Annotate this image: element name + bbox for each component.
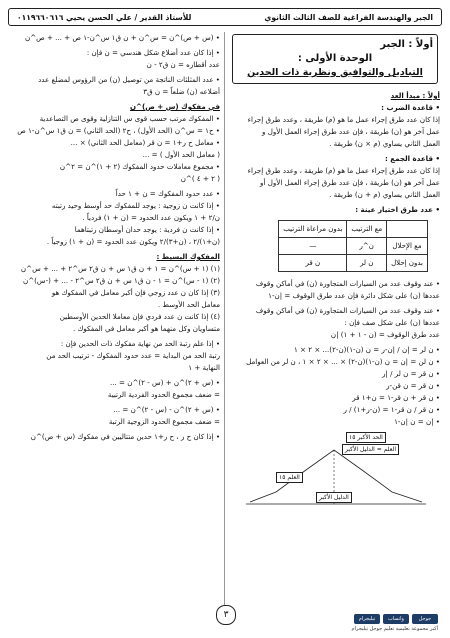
formula-line: • ح١ = س^ن (الحد الأول) ، ح٢ (الحد الثاني) = ن ق١ س^ن-١ ص [17, 126, 220, 135]
section-heading: أولاً : مبدأ العد [390, 91, 440, 100]
table-header: بدون مراعاة الترتيب [279, 221, 347, 238]
binomial-graph [236, 432, 434, 512]
formula-line: ( معامل الحد الأول ) = ... [142, 150, 220, 159]
formula-line: • (س + ٢)^ن + (س - ٢)^ن = ... [110, 378, 220, 387]
section-heading: في مفكوك (س + ص)^ن [129, 102, 220, 111]
formula-line: • |ن = ن |ن-١ [394, 417, 440, 426]
formula-line: (ن+١)/٢ ، (ن+٣)/٢ ويكون عدد الحدود = (ن + ١) زوجياً . [46, 237, 220, 246]
header-teacher: للأستاذ القدير / علي الحسن يحيي ٠١١٩٦٦٠٦١٦ [17, 12, 192, 22]
formula-line: (١) (١ + س)^ن = ١ + ن ق١ س + ن ق٢ س^٢ + ... + س^ن [20, 264, 220, 273]
right-column [228, 32, 442, 616]
formula-line: • معامل ح ر+١ = ن قر (معامل الحد الثاني) × ... [70, 138, 220, 147]
text-line: (٤) إذا كانت ن عدد فردي فإن معاملا الحدين الأوسطين [59, 312, 220, 321]
formula-line: (٢) (١ - س)^ن = ١ - ن ق١ س + ن ق٢ س^٢ - ... + (-س)^ن [22, 276, 220, 285]
text-line: • إذا علم رتبة الحد من نهاية مفكوك ذات الحدين فإن : [60, 339, 220, 348]
footer-badge[interactable]: جوجل [412, 614, 438, 624]
rule-heading: • عدد طرق اختيار عينة : [355, 205, 440, 214]
text-line: النهاية + ١ [188, 363, 220, 372]
text-line: • إذا كان ح ر ، ح ر+١ حدين متتاليين في مفكوك (س + ص)^ن [30, 432, 220, 441]
section-heading: المفكوك البسيط : [156, 252, 220, 261]
graph-label: العلم ١٥ [276, 472, 303, 483]
table-cell: ن قر [279, 255, 347, 272]
text-line: عددها (ن) على شكل صف فإن : [344, 318, 440, 327]
text-line: العمل الثاني يساوي (م × ن) طريقة . [329, 139, 440, 148]
text-line: عمل آخر هو (ن) طريقة ، فإن عدد طرق إجراء العمل الأول أو [260, 178, 440, 187]
text-line: = ضعف مجموع الحدود الفردية الرتبية [107, 390, 220, 399]
page-number: ٣ [216, 605, 236, 625]
footer-note: أكبر مجموعة تعليمية تعليم جوجل تيليجرام [351, 626, 438, 632]
footer-badges [354, 614, 438, 624]
formula-line: أضلاعه (ن) ضلعاً = ن ق٣ [143, 87, 220, 96]
formula-line: • ن قر = ن قن-ر [386, 381, 440, 390]
formula-line: • مجموع معاملات حدود المفكوك (٢ + ١)^ن = ٢^ن [59, 162, 220, 171]
text-line: • إذا كانت ن زوجية : يوجد للمفكوك حد أوسط وحيد رتبته [51, 201, 220, 210]
header-subject: الجبر والهندسة الفراغية للصف الثالث الثانوي [264, 12, 433, 22]
text-line: • عدد حدود المفكوك = ن + ١ حداً [115, 189, 220, 198]
text-line: متساويان وكل منهما هو أكبر معامل في المفكوك . [72, 324, 220, 333]
page-header [8, 8, 442, 26]
text-line: • عند وقوف عدد من السيارات المتجاورة (ن) في أماكن وقوف [255, 279, 440, 288]
graph-label: الحد الأكبر ١٥ [346, 432, 386, 443]
unit-title-box [232, 34, 438, 84]
formula-line: • ن لن = |ن = ن (ن-١)(ن-٢) × ... × ٢ × ١ ، ن لر من العوامل [246, 357, 440, 366]
table-cell: بدون إحلال [387, 255, 428, 272]
text-line: إذا كان عدد طرق إجراء عمل ما هو (م) طريقة ، وعدد طرق إجراء [247, 115, 440, 124]
text-line: عمل آخر هو (ن) طريقة ، فإن عدد طرق إجراء العمل الأول و [262, 127, 440, 136]
unit-title: الوحدة الأولى : [297, 53, 373, 64]
rule-heading: • قاعدة الجمع : [384, 154, 440, 163]
table-cell [387, 221, 428, 238]
text-line: • عدد المثلثات الناتجة من توصيل (ن) من الرؤوس لمضلع عدد [38, 75, 220, 84]
sample-table [278, 220, 428, 272]
text-line: (٣) إذا كان ن عدد زوجي فإن أكبر معامل في المفكوك هو [51, 288, 220, 297]
topic-title: التباديل والتوافيق ونظرية ذات الحدين [247, 67, 423, 78]
text-line: • عند وقوف عدد من السيارات المتجاورة (ن) في أماكن وقوف [255, 306, 440, 315]
table-cell: مع الإحلال [387, 238, 428, 255]
table-cell: — [279, 238, 347, 255]
rule-heading: • قاعدة الضرب : [381, 103, 440, 112]
footer-badge[interactable]: تيليجرام [354, 614, 380, 624]
table-row [279, 238, 428, 255]
formula-line: ( ٢ + ٤ )^ن [180, 174, 220, 183]
formula-line: ن/٢ + ١ ويكون عدد الحدود = (ن + ١) فردياً . [82, 213, 220, 222]
formula-line: • ن قر / ن قر-١ = (ن-ر+١) / ر [343, 405, 440, 414]
formula-line: • ن قر + ن قر-١ = ن+١ قر [352, 393, 440, 402]
text-line: عددها (ن) على شكل دائرة فإن عدد طرق الوقوف = |ن-١ [268, 291, 440, 300]
text-line: العمل الثاني يساوي (م + ن) طريقة . [329, 190, 440, 199]
graph-label: الدليل الأكبر [316, 492, 352, 503]
table-header: مع الترتيب [347, 221, 387, 238]
formula-line: عدد أقطاره = ن ق٢ - ن [146, 60, 220, 69]
table-cell: ن لر [347, 255, 387, 272]
text-line: معامل الحد الأوسط . [157, 300, 220, 309]
table-row [279, 221, 428, 238]
text-line: • المفكوك مرتب حسب قوى س التنازلية وقوى ص التصاعدية [39, 114, 220, 123]
left-column [8, 32, 222, 616]
text-line: عدد طرق الوقوف = (ن - ١ + ١) |ن [330, 330, 440, 339]
table-cell: ن^ر [347, 238, 387, 255]
text-line: رتبة الحد من البداية = عدد حدود المفكوك - ترتيب الحد من [46, 351, 220, 360]
formula-line: • ن لر = |ن / |ن-ر = ن (ن-١)(ن-٢)... × ٢ × ١ [293, 345, 440, 354]
part-title: أولاً : الجبر [380, 39, 433, 50]
formula-line: • (س + ٢)^ن - (س - ٢)^ن = ... [113, 405, 220, 414]
text-line: • إذا كانت ن فردية : يوجد حدان أوسطان رتبتاهما [74, 225, 220, 234]
column-divider [224, 32, 225, 616]
formula-line: • (س + ص)^ن = س^ن + ن ق١ س^ن-١ ص + ... + ص^ن [24, 33, 220, 42]
footer-badge[interactable]: واتساب [383, 614, 409, 624]
text-line: = ضعف مجموع الحدود الزوجية الرتبة [108, 417, 220, 426]
graph-label: العلم = الدليل الأكبر [342, 444, 399, 455]
formula-line: • ن قر = ن لر / |ر [382, 369, 440, 378]
text-line: • إذا كان عدد أضلاع شكل هندسي = ن فإن : [86, 48, 220, 57]
table-row [279, 255, 428, 272]
text-line: إذا كان عدد طرق إجراء عمل ما هو (م) طريقة ، وعدد طرق إجراء [247, 166, 440, 175]
